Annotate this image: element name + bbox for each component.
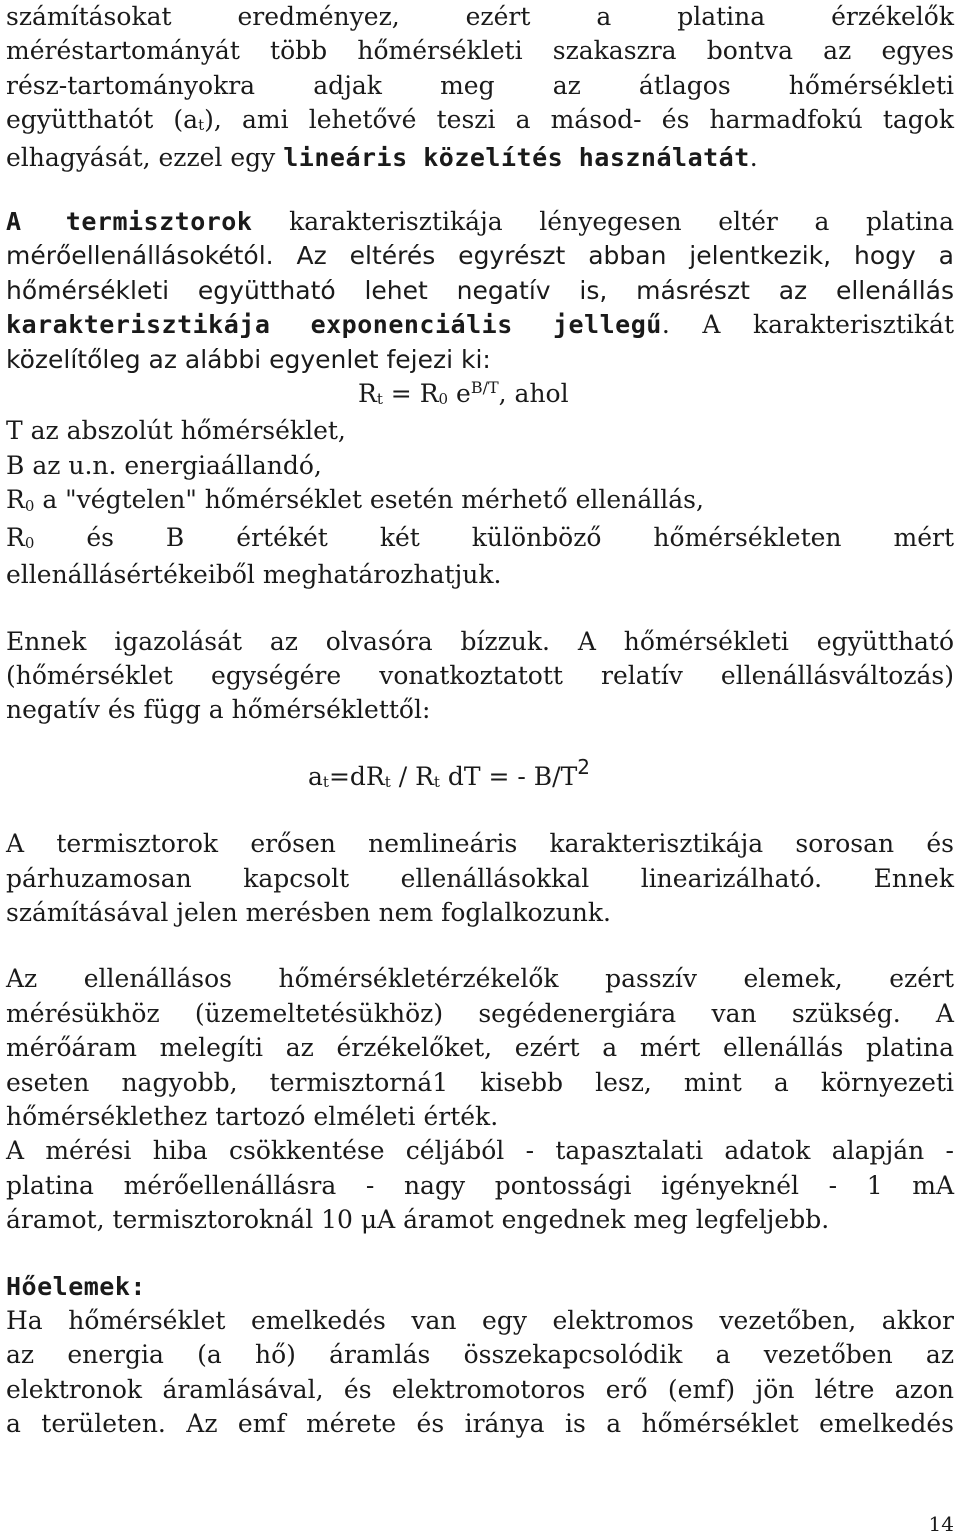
eq-symbol: / R bbox=[390, 761, 434, 791]
text-line: méréstartományát több hőmérsékleti szakaszra bontva az egyes bbox=[6, 36, 954, 66]
paragraph-linearization bbox=[6, 827, 954, 930]
bold-term: lineáris közelítés használatát bbox=[283, 142, 750, 172]
text-line: A termisztorok erősen nemlineáris karakterisztikája sorosan és bbox=[6, 829, 954, 859]
section-heading: Hőelemek: bbox=[6, 1271, 146, 1301]
text-run: a "végtelen" hőmérséklet esetén mérhető ellenállás, bbox=[34, 485, 704, 515]
eq-symbol: = R bbox=[382, 379, 439, 409]
text-line: platina mérőellenállásra - nagy pontossági igényeknél - 1 mA bbox=[6, 1170, 954, 1200]
text-line: mérőáram melegíti az érzékelőket, ezért a mért ellenállás platina bbox=[6, 1033, 954, 1063]
text-line bbox=[6, 205, 954, 239]
eq-symbol: , ahol bbox=[498, 379, 569, 409]
superscript: 2 bbox=[577, 754, 590, 779]
subscript: t bbox=[376, 390, 383, 409]
subscript: 0 bbox=[24, 496, 35, 515]
text-line: elektronok áramlásával, és elektromotoros erő (emf) jön létre azon bbox=[6, 1374, 954, 1404]
text-run: elhagyását, ezzel egy bbox=[6, 142, 284, 172]
bold-term: karakterisztikája exponenciális jellegű bbox=[6, 310, 662, 340]
equation-coefficient bbox=[6, 754, 954, 797]
text-line: számításával jelen merésben nem foglalkozunk. bbox=[6, 897, 611, 927]
superscript: B/T bbox=[470, 378, 499, 398]
equation-thermistor bbox=[6, 377, 954, 414]
paragraph-thermistors bbox=[6, 205, 954, 592]
text-line: mérőellenállásokétól. Az eltérés egyrészt abban jelentkezik, hogy a bbox=[6, 241, 954, 271]
text-line: mérésükhöz (üzemeltetésükhöz) segédenergiára van szükség. A bbox=[6, 998, 954, 1028]
text-line: közelítőleg az alábbi egyenlet fejezi ki: bbox=[6, 344, 491, 374]
page-number: 14 bbox=[928, 1512, 954, 1536]
definition-line bbox=[6, 521, 954, 558]
text-run: együtthatót (a bbox=[6, 105, 199, 135]
paragraph-platinum-linearization bbox=[6, 0, 954, 175]
eq-symbol: dT = - B/T bbox=[439, 761, 578, 791]
subscript: t bbox=[433, 772, 440, 791]
section-thermocouples bbox=[6, 1270, 954, 1442]
eq-symbol: e bbox=[448, 379, 471, 409]
text-line: hőmérsékleti együttható lehet negatív is, másrészt az ellenállás bbox=[6, 275, 954, 305]
document-page bbox=[6, 0, 954, 1442]
text-line: Az ellenállásos hőmérsékletérzékelők passzív elemek, ezért bbox=[6, 964, 954, 994]
text-line: eseten nagyobb, termisztorná1 kisebb lesz, mint a környezeti bbox=[6, 1067, 954, 1097]
text-line: hőmérséklethez tartozó elméleti érték. bbox=[6, 1101, 499, 1131]
subscript: t bbox=[322, 772, 329, 791]
text-line: negatív és függ a hőmérséklettől: bbox=[6, 695, 431, 725]
text-run: . bbox=[749, 142, 758, 172]
text-line: Ennek igazolását az olvasóra bízzuk. A hőmérsékleti együttható bbox=[6, 626, 954, 656]
text-run: R bbox=[6, 485, 25, 515]
text-line: A mérési hiba csökkentése céljából - tapasztalati adatok alapján - bbox=[6, 1136, 954, 1166]
eq-symbol: R bbox=[358, 379, 377, 409]
text-line: Ha hőmérséklet emelkedés van egy elektromos vezetőben, akkor bbox=[6, 1306, 954, 1335]
paragraph-temperature-coefficient bbox=[6, 625, 954, 798]
text-line bbox=[6, 308, 954, 342]
text-line: a területen. Az emf mérete és iránya is a hőmérséklet emelkedés bbox=[6, 1409, 954, 1439]
definition-line bbox=[6, 483, 954, 520]
text-run: ), ami lehetővé teszi a másod- és harmadfokú tagok bbox=[204, 105, 954, 135]
text-run: karakterisztikája lényegesen eltér a platina bbox=[252, 207, 955, 237]
eq-symbol: a bbox=[308, 761, 323, 791]
subscript: 0 bbox=[438, 390, 449, 409]
text-line: (hőmérséklet egységére vonatkoztatott relatív ellenállásváltozás) bbox=[6, 660, 954, 690]
text-line: áramot, termisztoroknál 10 μA áramot engednek meg legfeljebb. bbox=[6, 1205, 830, 1235]
definition-line: T az abszolút hőmérséklet, bbox=[6, 416, 346, 446]
subscript: 0 bbox=[24, 533, 35, 552]
subscript: t bbox=[384, 772, 391, 791]
paragraph-measurement-current bbox=[6, 962, 954, 1237]
text-line: számításokat eredményez, ezért a platina érzékelők bbox=[6, 2, 954, 31]
text-line bbox=[6, 141, 954, 175]
text-run: . A karakterisztikát bbox=[661, 310, 955, 340]
text-line bbox=[6, 103, 954, 140]
text-line: az energia (a hő) áramlás összekapcsolódik a vezetőben az bbox=[6, 1340, 954, 1370]
definition-line: B az u.n. energiaállandó, bbox=[6, 450, 322, 480]
eq-symbol: =dR bbox=[328, 761, 385, 791]
definition-line: ellenállásértékeiből meghatározhatjuk. bbox=[6, 560, 502, 590]
text-run: R bbox=[6, 522, 25, 552]
text-run: és B értékét két különböző hőmérsékleten mért bbox=[34, 522, 954, 552]
subscript: t bbox=[198, 116, 205, 135]
text-line: rész-tartományokra adjak meg az átlagos hőmérsékleti bbox=[6, 70, 954, 100]
text-line: párhuzamosan kapcsolt ellenállásokkal linearizálható. Ennek bbox=[6, 863, 954, 893]
bold-term: A termisztorok bbox=[6, 207, 253, 237]
